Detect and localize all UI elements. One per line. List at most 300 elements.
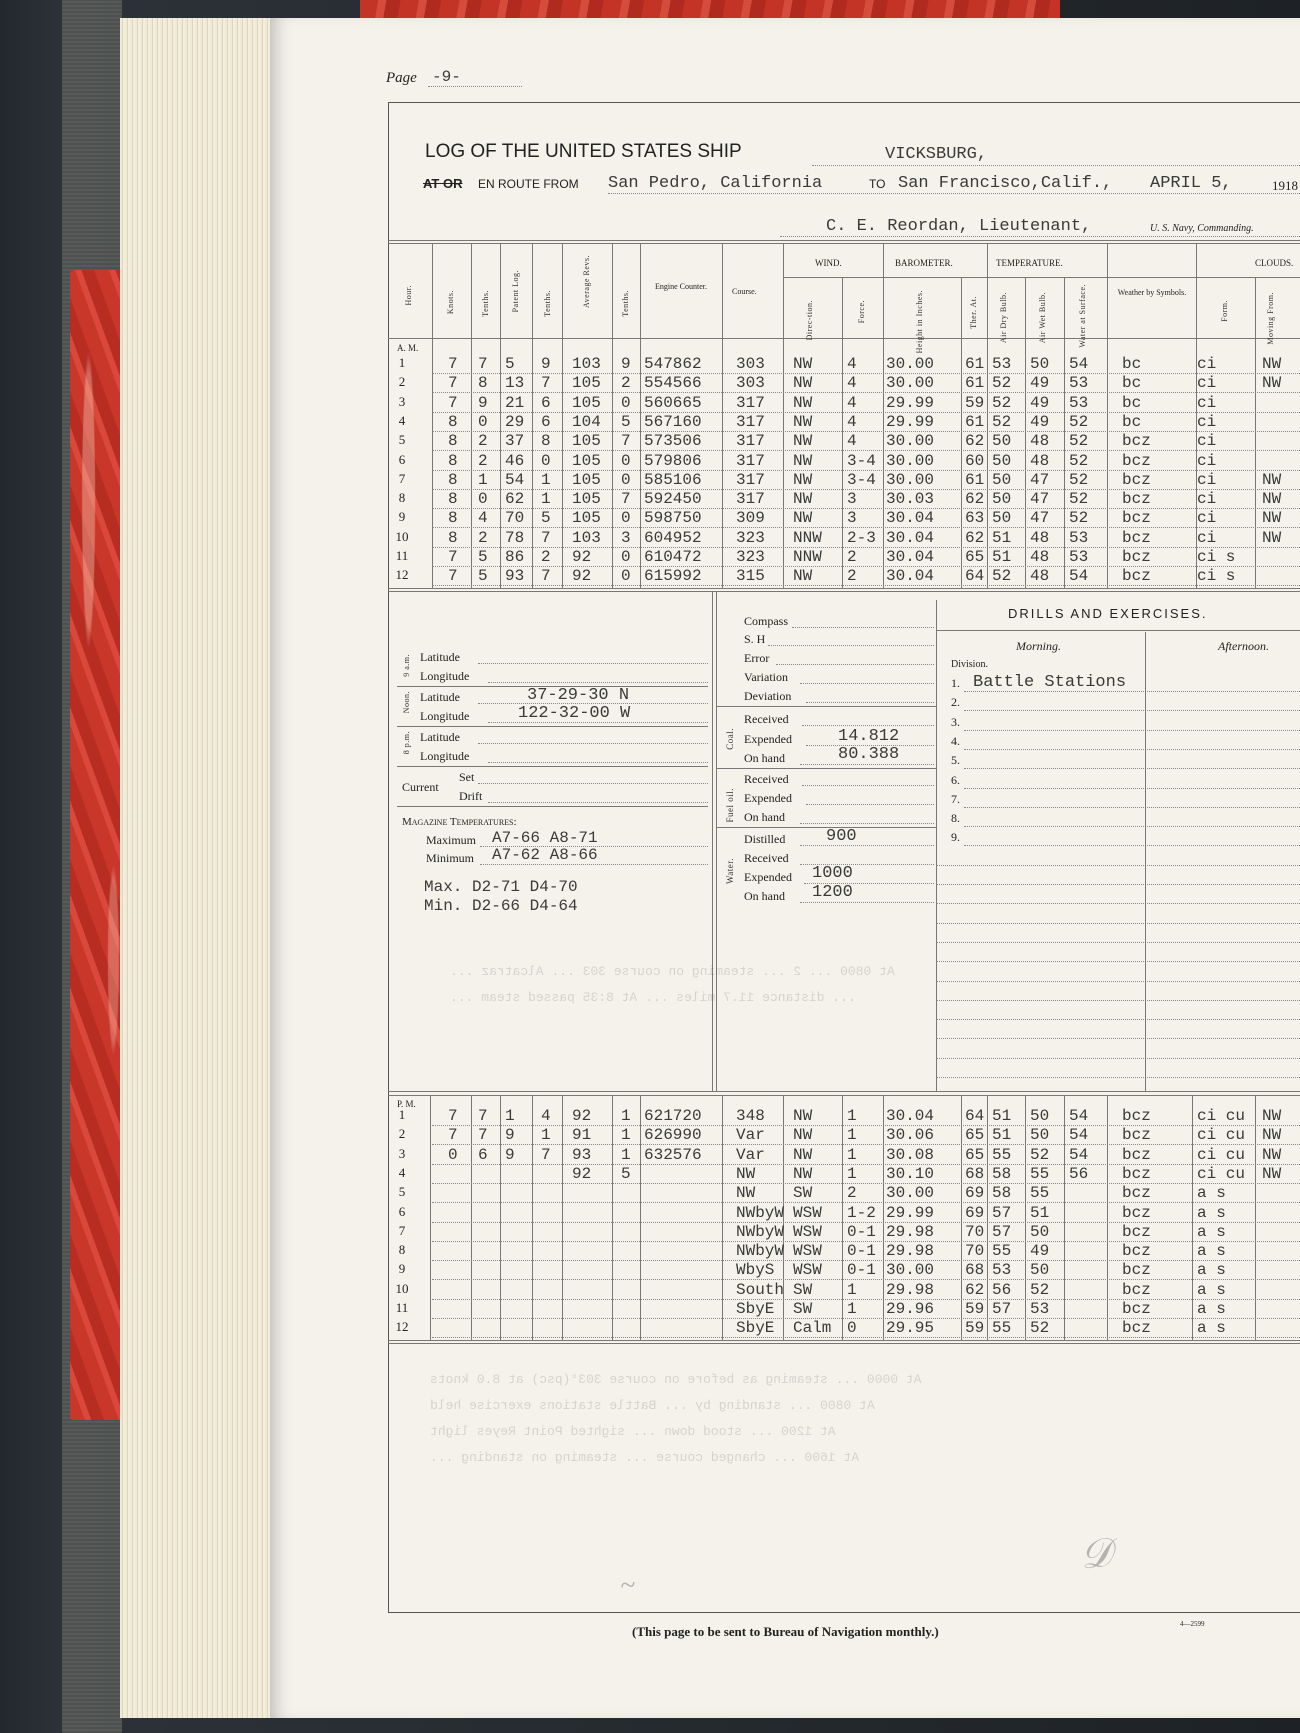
cell-revs-tenths: 1 bbox=[621, 1107, 631, 1125]
cell-barometer-height: 30.00 bbox=[886, 470, 935, 489]
cell-patent-tenths: 1 bbox=[541, 1126, 551, 1145]
cell-revs-tenths: 5 bbox=[621, 1164, 631, 1183]
am-log-row bbox=[0, 412, 1217, 432]
cell-course: 317 bbox=[736, 412, 765, 431]
cell-water-surface: 53 bbox=[1069, 393, 1089, 412]
cell-avg-revs: 105 bbox=[572, 470, 601, 489]
cell-patent-log: 5 bbox=[505, 355, 515, 373]
cell-ther-at: 68 bbox=[965, 1164, 985, 1183]
ship-name: VICKSBURG, bbox=[885, 145, 988, 164]
cell-air-wet: 50 bbox=[1030, 1222, 1050, 1241]
cell-air-wet: 53 bbox=[1030, 1300, 1050, 1318]
cell-course: Var bbox=[736, 1145, 765, 1164]
cell-hour: 12 bbox=[395, 1319, 409, 1335]
cell-ther-at: 65 bbox=[965, 1126, 985, 1145]
cell-knots: 8 bbox=[448, 509, 458, 528]
cell-cloud-moving: NW bbox=[1262, 490, 1282, 509]
cell-air-wet: 52 bbox=[1030, 1319, 1050, 1338]
pm-log-row bbox=[0, 1203, 1226, 1223]
drills-afternoon: Afternoon. bbox=[1218, 639, 1269, 653]
log-year: 1918 bbox=[1272, 178, 1298, 193]
cell-patent-log: 78 bbox=[505, 528, 525, 547]
cell-patent-tenths: 0 bbox=[541, 451, 551, 470]
cell-ther-at: 60 bbox=[965, 451, 985, 470]
pm-log-row bbox=[0, 1242, 1226, 1261]
cell-weather: bcz bbox=[1122, 470, 1151, 489]
water-on-hand: 1200 bbox=[812, 883, 853, 902]
cell-cloud-form: ci bbox=[1197, 528, 1217, 547]
cell-wind-force: 4 bbox=[847, 374, 857, 393]
cell-weather: bcz bbox=[1122, 1145, 1151, 1164]
cell-patent-log: 37 bbox=[505, 432, 525, 451]
commanding-officer: C. E. Reordan, Lieutenant, bbox=[826, 217, 1092, 236]
drill-item-number: 9. bbox=[951, 830, 960, 845]
cell-patent-tenths: 4 bbox=[541, 1107, 551, 1125]
cell-patent-log: 29 bbox=[505, 412, 525, 431]
am-log-row bbox=[0, 355, 1282, 374]
cell-cloud-moving: NW bbox=[1262, 1164, 1282, 1183]
cell-cloud-moving: NW bbox=[1262, 528, 1282, 547]
cell-patent-tenths: 6 bbox=[541, 412, 551, 431]
fuel-oil-label: Fuel oil. bbox=[725, 788, 735, 823]
fuel-expended-label: Expended bbox=[744, 791, 792, 805]
current-drift-label: Drift bbox=[459, 789, 483, 803]
cell-water-surface: 53 bbox=[1069, 528, 1089, 547]
cell-weather: bcz bbox=[1122, 451, 1151, 470]
cell-patent-log: 13 bbox=[505, 374, 525, 393]
noon-longitude-label: Longitude bbox=[420, 709, 470, 723]
cell-ther-at: 59 bbox=[965, 393, 985, 412]
cell-wind-force: 1 bbox=[847, 1107, 857, 1125]
cell-course: 317 bbox=[736, 393, 765, 412]
cell-weather: bcz bbox=[1122, 490, 1151, 509]
col-average-revs: Average Revs. bbox=[582, 255, 591, 308]
cell-wind-direction: NW bbox=[793, 1145, 813, 1164]
cell-barometer-height: 29.95 bbox=[886, 1319, 935, 1338]
cell-cloud-form: a s bbox=[1197, 1184, 1226, 1203]
cell-engine-counter: 598750 bbox=[644, 509, 702, 528]
cell-knots: 0 bbox=[448, 1145, 458, 1164]
drill-item-number: 7. bbox=[951, 791, 960, 806]
am-log-row bbox=[0, 393, 1217, 413]
cell-cloud-form: a s bbox=[1197, 1300, 1226, 1318]
drill-item-number: 5. bbox=[951, 753, 960, 768]
cell-course: 317 bbox=[736, 470, 765, 489]
cell-hour: 4 bbox=[398, 1164, 406, 1180]
cell-knots: 7 bbox=[448, 567, 458, 586]
cell-weather: bcz bbox=[1122, 1222, 1151, 1241]
coal-received-label: Received bbox=[744, 712, 789, 726]
cell-tenths: 8 bbox=[478, 374, 488, 393]
cell-hour: 3 bbox=[398, 393, 406, 409]
cell-course: SbyE bbox=[736, 1319, 775, 1338]
pm-position-label: 8 p.m. bbox=[402, 731, 411, 755]
cell-cloud-moving: NW bbox=[1262, 355, 1282, 373]
cell-wind-direction: NW bbox=[793, 470, 813, 489]
cell-wind-force: 1 bbox=[847, 1164, 857, 1183]
cell-cloud-moving: NW bbox=[1262, 1126, 1282, 1145]
cell-wind-direction: NW bbox=[793, 451, 813, 470]
cell-air-dry: 51 bbox=[992, 548, 1012, 566]
cell-course: South bbox=[736, 1280, 785, 1299]
cell-avg-revs: 105 bbox=[572, 451, 601, 470]
cell-patent-tenths: 6 bbox=[541, 393, 551, 412]
cell-barometer-height: 30.04 bbox=[886, 1107, 935, 1125]
cell-wind-direction: NW bbox=[793, 412, 813, 431]
to-label: TO bbox=[869, 177, 886, 191]
cell-wind-force: 1 bbox=[847, 1126, 857, 1145]
cell-weather: bcz bbox=[1122, 1203, 1151, 1222]
cell-course: NW bbox=[736, 1184, 756, 1203]
cell-tenths: 6 bbox=[478, 1145, 488, 1164]
water-distilled: 900 bbox=[826, 827, 857, 846]
cell-revs-tenths: 0 bbox=[621, 393, 631, 412]
magazine-min-value: A7-62 A8-66 bbox=[492, 846, 598, 864]
magazine-max-value: A7-66 A8-71 bbox=[492, 829, 598, 847]
cell-barometer-height: 29.96 bbox=[886, 1300, 935, 1318]
cell-cloud-form: ci cu bbox=[1197, 1145, 1246, 1164]
cell-hour: 9 bbox=[398, 1261, 406, 1277]
cell-cloud-form: ci s bbox=[1197, 548, 1236, 566]
cell-revs-tenths: 0 bbox=[621, 470, 631, 489]
cell-patent-log: 46 bbox=[505, 451, 525, 470]
col-course: Course. bbox=[732, 287, 757, 296]
cell-engine-counter: 547862 bbox=[644, 355, 702, 373]
cell-wind-direction: NNW bbox=[793, 528, 822, 547]
cell-barometer-height: 30.06 bbox=[886, 1126, 935, 1145]
cell-air-dry: 55 bbox=[992, 1319, 1012, 1338]
cell-patent-tenths: 7 bbox=[541, 374, 551, 393]
cell-hour: 1 bbox=[398, 355, 406, 370]
magazine-min-2: Min. D2-66 D4-64 bbox=[424, 897, 578, 915]
cell-wind-force: 4 bbox=[847, 432, 857, 451]
cell-course: 317 bbox=[736, 432, 765, 451]
cell-tenths: 4 bbox=[478, 509, 488, 528]
drill-item-number: 1. bbox=[951, 676, 960, 690]
cell-wind-direction: NW bbox=[793, 509, 813, 528]
cell-wind-force: 4 bbox=[847, 393, 857, 412]
am-position-label: 9 a.m. bbox=[402, 654, 411, 677]
cell-water-surface: 53 bbox=[1069, 548, 1089, 566]
am-latitude-label: Latitude bbox=[420, 650, 460, 664]
cell-engine-counter: 554566 bbox=[644, 374, 702, 393]
cell-cloud-form: a s bbox=[1197, 1222, 1226, 1241]
cell-barometer-height: 30.08 bbox=[886, 1145, 935, 1164]
magazine-min-label: Minimum bbox=[426, 851, 475, 865]
cell-avg-revs: 105 bbox=[572, 509, 601, 528]
cell-cloud-form: ci bbox=[1197, 374, 1217, 393]
cell-revs-tenths: 7 bbox=[621, 490, 631, 509]
cell-avg-revs: 104 bbox=[572, 412, 601, 431]
cell-air-dry: 51 bbox=[992, 528, 1012, 547]
cell-air-dry: 57 bbox=[992, 1300, 1012, 1318]
cell-course: NW bbox=[736, 1164, 756, 1183]
cell-water-surface: 54 bbox=[1069, 1126, 1089, 1145]
cell-cloud-form: a s bbox=[1197, 1280, 1226, 1299]
cell-weather: bcz bbox=[1122, 1184, 1151, 1203]
cell-hour: 4 bbox=[398, 412, 406, 428]
cell-avg-revs: 105 bbox=[572, 393, 601, 412]
cell-ther-at: 65 bbox=[965, 548, 985, 566]
cell-course: 303 bbox=[736, 355, 765, 373]
cell-ther-at: 70 bbox=[965, 1242, 985, 1261]
cell-ther-at: 62 bbox=[965, 1280, 985, 1299]
sh-label: S. H bbox=[744, 632, 766, 646]
drills-title: DRILLS AND EXERCISES. bbox=[1008, 606, 1208, 621]
cell-barometer-height: 30.00 bbox=[886, 432, 935, 451]
cell-revs-tenths: 3 bbox=[621, 528, 631, 547]
cell-water-surface: 54 bbox=[1069, 355, 1089, 373]
cell-water-surface: 52 bbox=[1069, 451, 1089, 470]
cell-revs-tenths: 7 bbox=[621, 432, 631, 451]
cell-patent-tenths: 8 bbox=[541, 432, 551, 451]
am-log-row bbox=[0, 432, 1217, 451]
log-date: APRIL 5, bbox=[1150, 174, 1232, 193]
cell-wind-direction: NW bbox=[793, 490, 813, 509]
coal-expended-label: Expended bbox=[744, 732, 792, 746]
cell-air-dry: 52 bbox=[992, 374, 1012, 393]
cell-tenths: 7 bbox=[478, 1107, 488, 1125]
cell-water-surface: 53 bbox=[1069, 374, 1089, 393]
cell-tenths: 0 bbox=[478, 412, 488, 431]
cell-hour: 11 bbox=[395, 1300, 409, 1315]
cell-ther-at: 64 bbox=[965, 567, 985, 586]
cell-wind-force: 2 bbox=[847, 548, 857, 566]
cell-air-wet: 49 bbox=[1030, 374, 1050, 393]
cell-tenths: 2 bbox=[478, 528, 488, 547]
cell-hour: 6 bbox=[398, 451, 406, 467]
cell-weather: bcz bbox=[1122, 1107, 1151, 1125]
cell-weather: bcz bbox=[1122, 1126, 1151, 1145]
cell-weather: bc bbox=[1122, 393, 1142, 412]
current-set-label: Set bbox=[459, 770, 475, 784]
cell-wind-direction: NW bbox=[793, 1164, 813, 1183]
cell-air-wet: 50 bbox=[1030, 355, 1050, 373]
col-engine-counter: Engine Counter. bbox=[655, 282, 707, 291]
cell-patent-tenths: 2 bbox=[541, 548, 551, 566]
cell-wind-direction: SW bbox=[793, 1184, 813, 1203]
cell-cloud-form: ci bbox=[1197, 432, 1217, 451]
cell-engine-counter: 632576 bbox=[644, 1145, 702, 1164]
faint-signature-2: ~ bbox=[618, 1569, 637, 1602]
cell-patent-tenths: 9 bbox=[541, 355, 551, 373]
cell-cloud-form: ci cu bbox=[1197, 1107, 1246, 1125]
cell-ther-at: 63 bbox=[965, 509, 985, 528]
cell-tenths: 7 bbox=[478, 355, 488, 373]
cell-hour: 7 bbox=[398, 470, 406, 486]
cell-air-wet: 48 bbox=[1030, 432, 1050, 451]
route-from: San Pedro, California bbox=[608, 174, 823, 193]
pm-log-row bbox=[0, 1126, 1282, 1145]
cell-course: 317 bbox=[736, 490, 765, 509]
form-number: 4—2599 bbox=[1180, 1620, 1205, 1628]
col-clouds: CLOUDS. bbox=[1255, 258, 1294, 268]
cell-weather: bcz bbox=[1122, 548, 1151, 566]
col-water-surface: Water at Surface. bbox=[1078, 284, 1087, 348]
commanding-label: U. S. Navy, Commanding. bbox=[1150, 223, 1254, 234]
cell-air-dry: 57 bbox=[992, 1203, 1012, 1222]
cell-revs-tenths: 9 bbox=[621, 355, 631, 373]
cell-wind-direction: SW bbox=[793, 1300, 813, 1318]
cell-knots: 8 bbox=[448, 412, 458, 431]
cell-avg-revs: 103 bbox=[572, 528, 601, 547]
cell-ther-at: 62 bbox=[965, 490, 985, 509]
fuel-received-label: Received bbox=[744, 772, 789, 786]
cell-avg-revs: 93 bbox=[572, 1145, 592, 1164]
water-label: Water. bbox=[725, 858, 735, 885]
cell-hour: 2 bbox=[398, 374, 406, 390]
cell-ther-at: 61 bbox=[965, 412, 985, 431]
drill-item-number: 8. bbox=[951, 811, 960, 826]
cell-wind-direction: WSW bbox=[793, 1242, 822, 1261]
cell-weather: bcz bbox=[1122, 509, 1151, 528]
cell-patent-log: 54 bbox=[505, 470, 525, 489]
deviation-label: Deviation bbox=[744, 689, 792, 703]
cell-cloud-moving: NW bbox=[1262, 1145, 1282, 1164]
drill-item-number: 2. bbox=[951, 695, 960, 710]
cell-avg-revs: 92 bbox=[572, 1164, 592, 1183]
cell-barometer-height: 30.00 bbox=[886, 451, 935, 470]
cell-knots: 8 bbox=[448, 490, 458, 509]
cell-barometer-height: 30.00 bbox=[886, 1261, 935, 1280]
cell-water-surface: 52 bbox=[1069, 412, 1089, 431]
cell-ther-at: 64 bbox=[965, 1107, 985, 1125]
cell-avg-revs: 103 bbox=[572, 355, 601, 373]
cell-air-wet: 48 bbox=[1030, 548, 1050, 566]
cell-air-wet: 50 bbox=[1030, 1261, 1050, 1280]
cell-wind-force: 2 bbox=[847, 567, 857, 586]
col-air-dry: Air Dry Bulb. bbox=[999, 292, 1008, 344]
cell-cloud-moving: NW bbox=[1262, 470, 1282, 489]
cell-weather: bcz bbox=[1122, 1280, 1151, 1299]
col-force: Force. bbox=[857, 300, 866, 324]
cell-air-dry: 50 bbox=[992, 509, 1012, 528]
variation-label: Variation bbox=[744, 670, 788, 684]
col-air-wet: Air Wet Bulb. bbox=[1038, 292, 1047, 344]
cell-water-surface: 52 bbox=[1069, 470, 1089, 489]
col-tenths: Tenths. bbox=[481, 290, 490, 317]
at-or-label: AT OR bbox=[423, 176, 463, 191]
cell-knots: 7 bbox=[448, 374, 458, 393]
cell-wind-direction: WSW bbox=[793, 1222, 822, 1241]
cell-hour: 11 bbox=[395, 548, 409, 563]
cell-wind-force: 3-4 bbox=[847, 470, 876, 489]
cell-cloud-form: ci bbox=[1197, 412, 1217, 431]
frame-top bbox=[388, 102, 1300, 103]
cell-patent-tenths: 7 bbox=[541, 1145, 551, 1164]
fuel-on-hand-label: On hand bbox=[744, 810, 785, 824]
am-log-row bbox=[0, 548, 1236, 567]
cell-wind-force: 0-1 bbox=[847, 1242, 876, 1261]
cell-hour: 7 bbox=[398, 1222, 406, 1238]
cell-engine-counter: 579806 bbox=[644, 451, 702, 470]
pm-log-row bbox=[0, 1107, 1282, 1126]
cell-revs-tenths: 0 bbox=[621, 509, 631, 528]
cell-water-surface: 52 bbox=[1069, 509, 1089, 528]
cell-air-wet: 51 bbox=[1030, 1203, 1050, 1222]
cell-air-dry: 52 bbox=[992, 393, 1012, 412]
cell-avg-revs: 92 bbox=[572, 1107, 592, 1125]
cell-wind-force: 0 bbox=[847, 1319, 857, 1338]
am-log-row bbox=[0, 567, 1236, 586]
cell-air-dry: 52 bbox=[992, 567, 1012, 586]
cell-air-wet: 55 bbox=[1030, 1164, 1050, 1183]
col-barometer: BAROMETER. bbox=[895, 258, 953, 268]
cell-engine-counter: 626990 bbox=[644, 1126, 702, 1145]
cell-hour: 6 bbox=[398, 1203, 406, 1219]
cell-tenths: 9 bbox=[478, 393, 488, 412]
cell-ther-at: 70 bbox=[965, 1222, 985, 1241]
am-log-row bbox=[0, 509, 1282, 528]
cell-avg-revs: 91 bbox=[572, 1126, 592, 1145]
cell-knots: 8 bbox=[448, 528, 458, 547]
cell-revs-tenths: 2 bbox=[621, 374, 631, 393]
cell-course: 315 bbox=[736, 567, 765, 586]
cell-cloud-form: ci bbox=[1197, 490, 1217, 509]
cell-wind-force: 4 bbox=[847, 412, 857, 431]
cell-air-dry: 50 bbox=[992, 451, 1012, 470]
cell-patent-log: 9 bbox=[505, 1126, 515, 1145]
pm-log-row bbox=[0, 1319, 1226, 1338]
cell-wind-direction: WSW bbox=[793, 1203, 822, 1222]
cell-water-surface: 52 bbox=[1069, 432, 1089, 451]
cell-wind-direction: NW bbox=[793, 1107, 813, 1125]
cell-wind-force: 3 bbox=[847, 490, 857, 509]
cell-course: NWbyW bbox=[736, 1203, 785, 1222]
cell-knots: 7 bbox=[448, 548, 458, 566]
cell-barometer-height: 30.10 bbox=[886, 1164, 935, 1183]
cell-barometer-height: 29.99 bbox=[886, 1203, 935, 1222]
drill-item-number: 4. bbox=[951, 733, 960, 748]
col-hour: Hour. bbox=[404, 285, 413, 306]
cell-cloud-moving: NW bbox=[1262, 374, 1282, 393]
cell-cloud-moving: NW bbox=[1262, 1107, 1282, 1125]
cell-wind-force: 3-4 bbox=[847, 451, 876, 470]
cell-course: 348 bbox=[736, 1107, 765, 1125]
cell-tenths: 2 bbox=[478, 451, 488, 470]
cell-barometer-height: 30.04 bbox=[886, 548, 935, 566]
col-form: Form. bbox=[1220, 300, 1229, 322]
cell-air-wet: 47 bbox=[1030, 509, 1050, 528]
cell-engine-counter: 621720 bbox=[644, 1107, 702, 1125]
cell-wind-force: 0-1 bbox=[847, 1261, 876, 1280]
cell-patent-tenths: 1 bbox=[541, 490, 551, 509]
cell-ther-at: 62 bbox=[965, 528, 985, 547]
cell-hour: 9 bbox=[398, 509, 406, 525]
cell-wind-force: 0-1 bbox=[847, 1222, 876, 1241]
cell-ther-at: 68 bbox=[965, 1261, 985, 1280]
cell-weather: bcz bbox=[1122, 567, 1151, 586]
col-height: Height in Inches. bbox=[915, 290, 924, 354]
col-temperature: TEMPERATURE. bbox=[996, 258, 1063, 268]
cell-tenths: 5 bbox=[478, 567, 488, 586]
col-ther-at: Ther. At. bbox=[969, 296, 978, 329]
cell-hour: 8 bbox=[398, 1242, 406, 1258]
cell-air-dry: 55 bbox=[992, 1145, 1012, 1164]
pm-log-row bbox=[0, 1222, 1226, 1242]
cell-hour: 10 bbox=[395, 528, 409, 544]
cell-air-dry: 50 bbox=[992, 432, 1012, 451]
cell-patent-log: 62 bbox=[505, 490, 525, 509]
cell-course: 309 bbox=[736, 509, 765, 528]
compass-label: Compass bbox=[744, 614, 789, 628]
cell-avg-revs: 92 bbox=[572, 567, 592, 586]
cell-engine-counter: 615992 bbox=[644, 567, 702, 586]
cell-hour: 1 bbox=[398, 1107, 406, 1122]
cell-patent-log: 21 bbox=[505, 393, 525, 412]
water-on-hand-label: On hand bbox=[744, 889, 785, 903]
cell-cloud-form: a s bbox=[1197, 1203, 1226, 1222]
